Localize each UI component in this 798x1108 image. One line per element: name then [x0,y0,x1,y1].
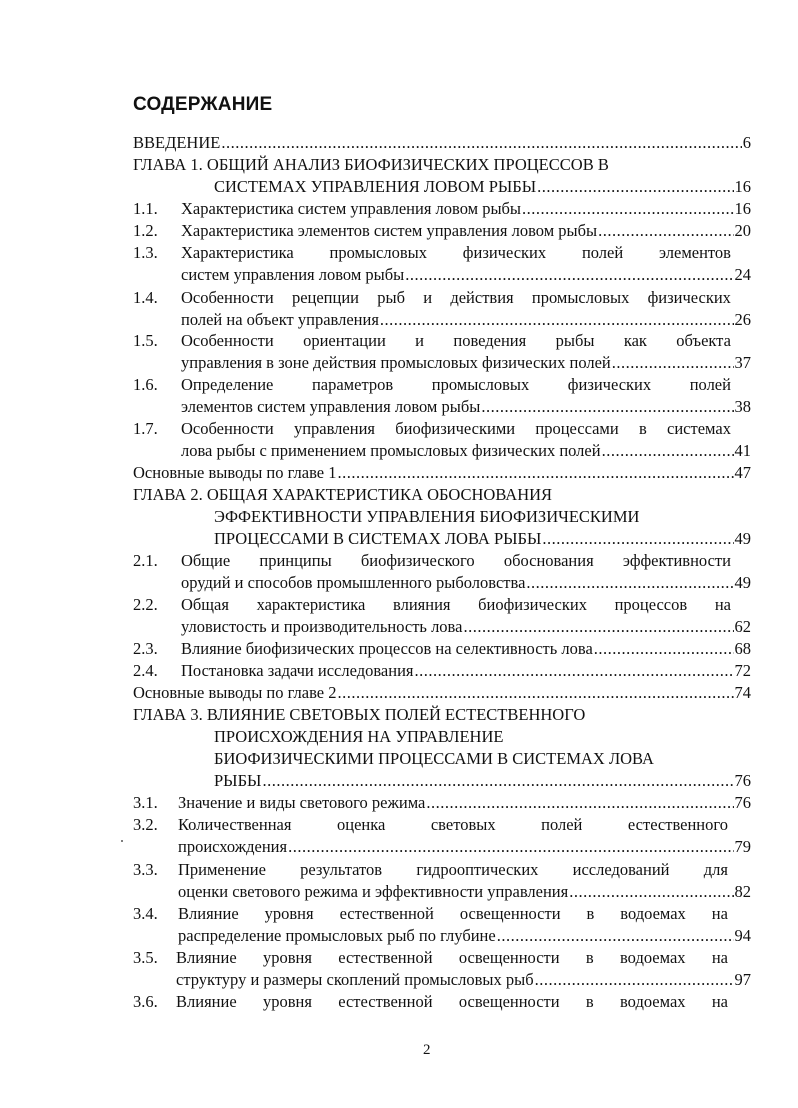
toc-entry-conclusions-1[interactable] [133,463,751,483]
word: водоемах [620,904,686,923]
word: естественной [338,992,433,1011]
word: рыб [377,288,405,307]
toc-entry-3-5-line-1[interactable] [176,948,728,968]
dot-leader [535,970,734,990]
toc-entry-1-7-line-1[interactable] [181,419,731,439]
word: исследований [572,860,670,879]
toc-entry-1-6-line-1[interactable] [181,375,731,395]
word: естественного [627,815,728,834]
toc-page-number: 72 [734,661,751,680]
word: в [585,948,594,967]
toc-entry-3-3-line-2[interactable] [178,882,751,902]
word: Особенности [181,419,274,438]
scan-speck [121,840,123,842]
word: уровня [262,948,312,967]
word: промысловых [531,288,630,307]
section-number: 2.4. [133,661,158,680]
dot-leader [414,661,733,681]
word: параметров [311,375,394,394]
dot-leader [537,177,733,197]
section-number: 1.5. [133,331,158,350]
word: оценка [336,815,386,834]
toc-entry-3-5-line-2[interactable] [176,970,751,990]
word: Общая [181,595,229,614]
word: физических [462,243,547,262]
dot-leader [522,199,733,219]
chapter-2-title-line-2[interactable]: ЭФФЕКТИВНОСТИ УПРАВЛЕНИЯ БИОФИЗИЧЕСКИМИ [214,507,640,526]
toc-entry-text: управления в зоне действия промысловых физических полей [181,353,611,372]
word: принципы [259,551,332,570]
toc-page-number: 82 [734,882,751,901]
word: освещенности [458,992,560,1011]
toc-page-number: 76 [734,771,751,790]
toc-page-number: 16 [734,199,751,218]
toc-page-number: 20 [734,221,751,240]
chapter-2-title-line-1[interactable]: ГЛАВА 2. ОБЩАЯ ХАРАКТЕРИСТИКА ОБОСНОВАНИЯ [133,485,553,504]
word: световых [430,815,496,834]
word: рецепции [291,288,359,307]
toc-entry-1-5-line-1[interactable] [181,331,731,351]
toc-entry-1-3-line-2[interactable] [181,265,751,285]
toc-entry-text: Постановка задачи исследования [181,661,414,680]
dot-leader [526,573,733,593]
toc-entry-text: Характеристика элементов систем управления ловом рыбы [181,221,598,240]
dot-leader [426,793,733,813]
word: освещенности [458,948,560,967]
toc-entry-3-4-line-2[interactable] [178,926,751,946]
toc-page-number: 97 [734,970,751,989]
word: Применение [178,860,266,879]
word: на [714,595,731,614]
dot-leader [598,221,733,241]
toc-entry-text: ВВЕДЕНИЕ [133,133,221,152]
toc-page-number: 16 [734,177,751,196]
word: освещенности [459,904,561,923]
chapter-3-title-line-1[interactable]: ГЛАВА 3. ВЛИЯНИЕ СВЕТОВЫХ ПОЛЕЙ ЕСТЕСТВЕННОГО [133,705,586,724]
chapter-2-title-line-3[interactable] [214,529,751,549]
word: полей [541,815,583,834]
toc-entry-intro[interactable] [133,133,751,153]
toc-entry-conclusions-2[interactable] [133,683,751,703]
dot-leader [594,639,734,659]
word: обоснования [503,551,594,570]
toc-page-number: 26 [734,310,751,329]
toc-entry-1-1[interactable] [181,199,751,219]
word: биофизических [478,595,587,614]
toc-entry-1-4-line-1[interactable] [181,288,731,308]
word: рыбы [555,331,595,350]
dot-leader [481,397,733,417]
toc-entry-2-3[interactable] [181,639,751,659]
word: физических [567,375,652,394]
word: влияния [393,595,451,614]
word: характеристика [256,595,366,614]
toc-entry-3-2-line-1[interactable] [178,815,728,835]
section-number: 1.7. [133,419,158,438]
word: промысловых [329,243,427,262]
section-number: 3.5. [133,948,158,967]
section-number: 1.2. [133,221,158,240]
word: водоемах [620,948,686,967]
toc-entry-1-4-line-2[interactable] [181,310,751,330]
word: в [585,992,594,1011]
toc-page-number: 79 [734,837,751,856]
word: гидрооптических [416,860,539,879]
word: естественной [338,948,433,967]
section-number: 3.4. [133,904,158,923]
word: уровня [262,992,312,1011]
toc-page-number: 6 [742,133,751,152]
word: для [703,860,728,879]
toc-page-number: 37 [734,353,751,372]
word: процессов [614,595,688,614]
toc-entry-text: Характеристика систем управления ловом рыбы [181,199,522,218]
toc-entry-text: уловистость и производительность лова [181,617,463,636]
section-number: 1.6. [133,375,158,394]
word: промысловых [431,375,530,394]
chapter-1-title-line-2[interactable] [214,177,751,197]
word: и [423,288,433,307]
section-number: 3.2. [133,815,158,834]
toc-entry-text: Основные выводы по главе 1 [133,463,337,482]
toc-entry-1-3-line-1[interactable] [181,243,731,263]
word: Особенности [181,331,274,350]
word: и [415,331,424,350]
chapter-1-title-line-1[interactable]: ГЛАВА 1. ОБЩИЙ АНАЛИЗ БИОФИЗИЧЕСКИХ ПРОЦЕССОВ В [133,155,609,174]
section-number: 3.3. [133,860,158,879]
toc-entry-text: оценки светового режима и эффективности управления [178,882,569,901]
word: действия [450,288,514,307]
toc-entry-2-4[interactable] [181,661,751,681]
dot-leader [542,529,733,549]
toc-entry-text: лова рыбы с применением промысловых физических полей [181,441,601,460]
dot-leader [497,926,734,946]
toc-page-number: 62 [734,617,751,636]
section-number: 3.1. [133,793,158,812]
section-number: 2.2. [133,595,158,614]
dot-leader [602,441,734,461]
word: биофизическими [395,419,516,438]
word: водоемах [620,992,686,1011]
word: Общие [181,551,231,570]
toc-entry-3-1[interactable] [178,793,751,813]
toc-entry-text: орудий и способов промышленного рыболовства [181,573,526,592]
word: управления [293,419,375,438]
dot-leader [338,683,734,703]
toc-entry-text: систем управления ловом рыбы [181,265,405,284]
toc-entry-text: происхождения [178,837,288,856]
word: результатов [300,860,383,879]
dot-leader [380,310,734,330]
word: системах [667,419,731,438]
toc-page-number: 41 [734,441,751,460]
word: уровня [264,904,314,923]
section-number: 2.3. [133,639,158,658]
toc-entry-text: полей на объект управления [181,310,379,329]
toc-page-number: 76 [734,793,751,812]
word: естественной [339,904,434,923]
toc-entry-2-2-line-2[interactable] [181,617,751,637]
toc-page-number: 49 [734,573,751,592]
chapter-3-title-line-2[interactable]: ПРОИСХОЖДЕНИЯ НА УПРАВЛЕНИЕ [214,727,504,746]
toc-entry-2-2-line-1[interactable] [181,595,731,615]
chapter-3-title-line-4[interactable] [214,771,751,791]
word: процессами [535,419,619,438]
toc-page-number: 94 [734,926,751,945]
section-number: 1.3. [133,243,158,262]
dot-leader [262,771,733,791]
word: ориентации [303,331,386,350]
word: Определение [181,375,274,394]
dot-leader [405,265,733,285]
word: биофизического [360,551,475,570]
word: физических [647,288,731,307]
dot-leader [569,882,733,902]
word: эффективности [622,551,731,570]
toc-page-number: 47 [734,463,751,482]
toc-entry-1-7-line-2[interactable] [181,441,751,461]
word: Влияние [176,992,237,1011]
word: в [638,419,647,438]
toc-entry-1-2[interactable] [181,221,751,241]
toc-entry-text: структуру и размеры скоплений промысловых рыб [176,970,534,989]
dot-leader [288,837,733,857]
word: Влияние [178,904,239,923]
word: поведения [453,331,527,350]
section-number: 1.1. [133,199,158,218]
toc-entry-text: СИСТЕМАХ УПРАВЛЕНИЯ ЛОВОМ РЫБЫ [214,177,537,196]
toc-entry-1-6-line-2[interactable] [181,397,751,417]
word: Влияние [176,948,237,967]
toc-entry-text: ПРОЦЕССАМИ В СИСТЕМАХ ЛОВА РЫБЫ [214,529,542,548]
word: на [711,948,728,967]
toc-entry-3-2-line-2[interactable] [178,837,751,857]
word: объекта [676,331,731,350]
toc-page-number: 38 [734,397,751,416]
word: элементов [659,243,731,262]
section-number: 2.1. [133,551,158,570]
toc-page-number: 68 [734,639,751,658]
word: как [623,331,647,350]
word: Особенности [181,288,274,307]
toc-entry-text: РЫБЫ [214,771,262,790]
dot-leader [338,463,734,483]
toc-page-number: 49 [734,529,751,548]
chapter-3-title-line-3[interactable]: БИОФИЗИЧЕСКИМИ ПРОЦЕССАМИ В СИСТЕМАХ ЛОВА [214,749,654,768]
toc-entry-text: Влияние биофизических процессов на селективность лова [181,639,593,658]
toc-entry-text: элементов систем управления ловом рыбы [181,397,481,416]
toc-page-number: 74 [734,683,751,702]
word: Количественная [178,815,292,834]
page-number: 2 [423,1042,431,1058]
word: полей [581,243,624,262]
dot-leader [463,617,733,637]
toc-entry-text: Основные выводы по главе 2 [133,683,337,702]
word: на [711,992,728,1011]
toc-entry-1-5-line-2[interactable] [181,353,751,373]
toc-entry-3-4-line-1[interactable] [178,904,728,924]
word: полей [689,375,731,394]
toc-entry-text: распределение промысловых рыб по глубине [178,926,496,945]
word: в [586,904,595,923]
toc-entry-2-1-line-2[interactable] [181,573,751,593]
toc-page-number: 24 [734,265,751,284]
toc-entry-3-6-line-1[interactable] [176,992,728,1012]
toc-entry-3-3-line-1[interactable] [178,860,728,880]
word: на [711,904,728,923]
word: Характеристика [181,243,294,262]
toc-entry-text: Значение и виды светового режима [178,793,426,812]
dot-leader [221,133,741,153]
page-title: СОДЕРЖАНИЕ [133,94,273,115]
toc-entry-2-1-line-1[interactable] [181,551,731,571]
dot-leader [612,353,734,373]
section-number: 1.4. [133,288,158,307]
section-number: 3.6. [133,992,158,1011]
